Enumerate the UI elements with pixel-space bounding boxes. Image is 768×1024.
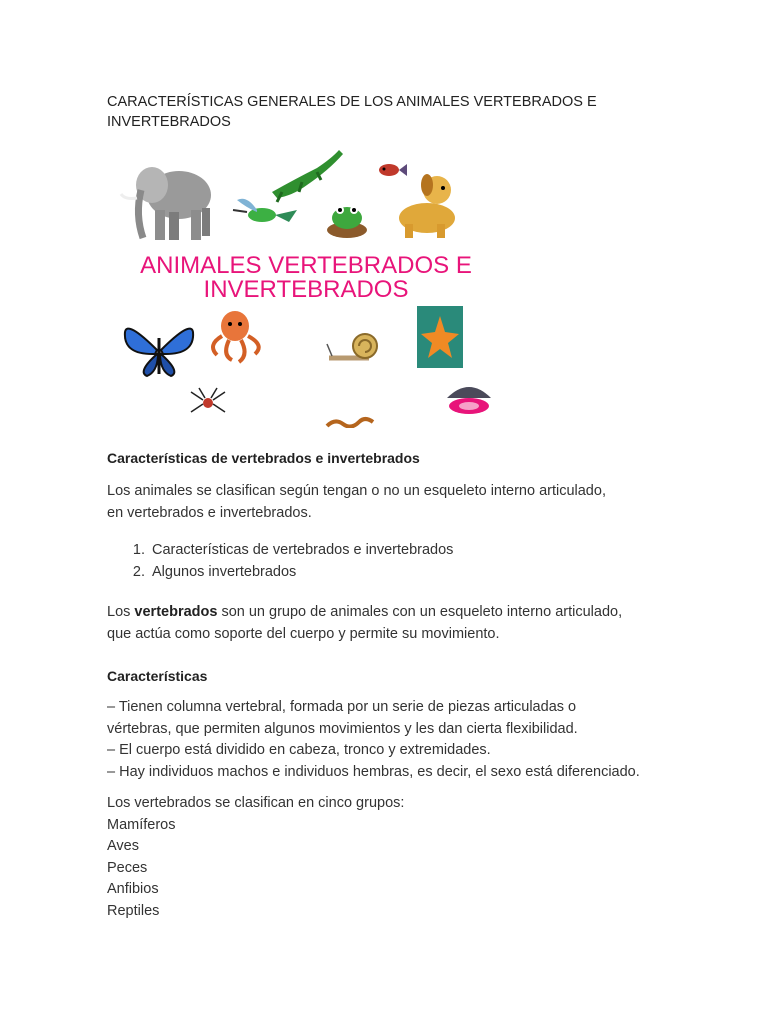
group-item-aves: Aves <box>107 838 139 854</box>
vertebrados-bold-term: vertebrados <box>134 604 218 620</box>
banner-title-line-1: ANIMALES VERTEBRADOS E <box>140 252 472 279</box>
characteristic-line: – Tienen columna vertebral, formada por un serie de piezas articuladas o <box>107 699 577 715</box>
starfish-icon <box>417 306 463 368</box>
characteristic-line: – Hay individuos machos e individuos hembras, es decir, el sexo está diferenciado. <box>107 763 640 780</box>
list-item-number: 1. <box>132 542 145 558</box>
crocodile-icon <box>272 150 343 202</box>
snail-icon <box>327 334 377 358</box>
page-title-line-2: INVERTEBRADOS <box>107 114 231 130</box>
page-title-line-1: CARACTERÍSTICAS GENERALES DE LOS ANIMALES VERTEBRADOS E <box>107 94 597 110</box>
groups-intro: Los vertebrados se clasifican en cinco grupos: <box>107 795 405 811</box>
intro-line-1: Los animales se clasifican según tengan o no un esqueleto interno articulado, <box>107 483 606 499</box>
animals-illustration <box>107 140 507 428</box>
vertebrados-paragraph <box>107 602 707 645</box>
group-item-mamiferos: Mamíferos <box>107 816 176 833</box>
characteristic-line: vértebras, que permiten algunos movimientos y les dan cierta flexibilidad. <box>107 720 578 737</box>
vertebrados-line-2: que actúa como soporte del cuerpo y permite su movimiento. <box>107 625 500 642</box>
section-heading-characteristics-vertebrados: Características de vertebrados e invertebrados <box>107 450 420 466</box>
butterfly-icon <box>125 329 193 376</box>
vertebrados-pre: Los <box>107 604 135 620</box>
clam-icon <box>447 387 491 414</box>
fish-icon <box>379 164 407 176</box>
banner-title-line-2: INVERTEBRADOS <box>203 276 409 303</box>
vertebrados-post: son un grupo de animales con un esqueleto interno articulado, <box>217 604 623 620</box>
intro-paragraph <box>107 481 707 524</box>
section-heading-characteristics: Características <box>107 668 208 684</box>
spider-icon <box>191 388 225 412</box>
groups-paragraph <box>107 793 707 922</box>
characteristics-paragraph <box>107 697 707 783</box>
list-item-text: Características de vertebrados e invertebrados <box>152 542 454 558</box>
frog-icon <box>327 206 367 238</box>
elephant-icon <box>121 167 211 240</box>
page-title <box>107 92 667 132</box>
list-item[interactable] <box>107 540 453 562</box>
group-item-reptiles: Reptiles <box>107 902 160 919</box>
hummingbird-icon <box>233 199 297 222</box>
worm-icon <box>327 419 373 427</box>
dog-icon <box>399 174 455 238</box>
list-item-number: 2. <box>132 563 145 580</box>
intro-line-2: en vertebrados e invertebrados. <box>107 504 312 521</box>
topics-list <box>107 540 453 583</box>
list-item-text: Algunos invertebrados <box>152 563 297 580</box>
octopus-icon <box>213 311 259 362</box>
characteristic-line: – El cuerpo está dividido en cabeza, tronco y extremidades. <box>107 742 491 758</box>
list-item[interactable] <box>107 562 453 584</box>
group-item-peces: Peces <box>107 859 148 876</box>
group-item-anfibios: Anfibios <box>107 881 159 897</box>
